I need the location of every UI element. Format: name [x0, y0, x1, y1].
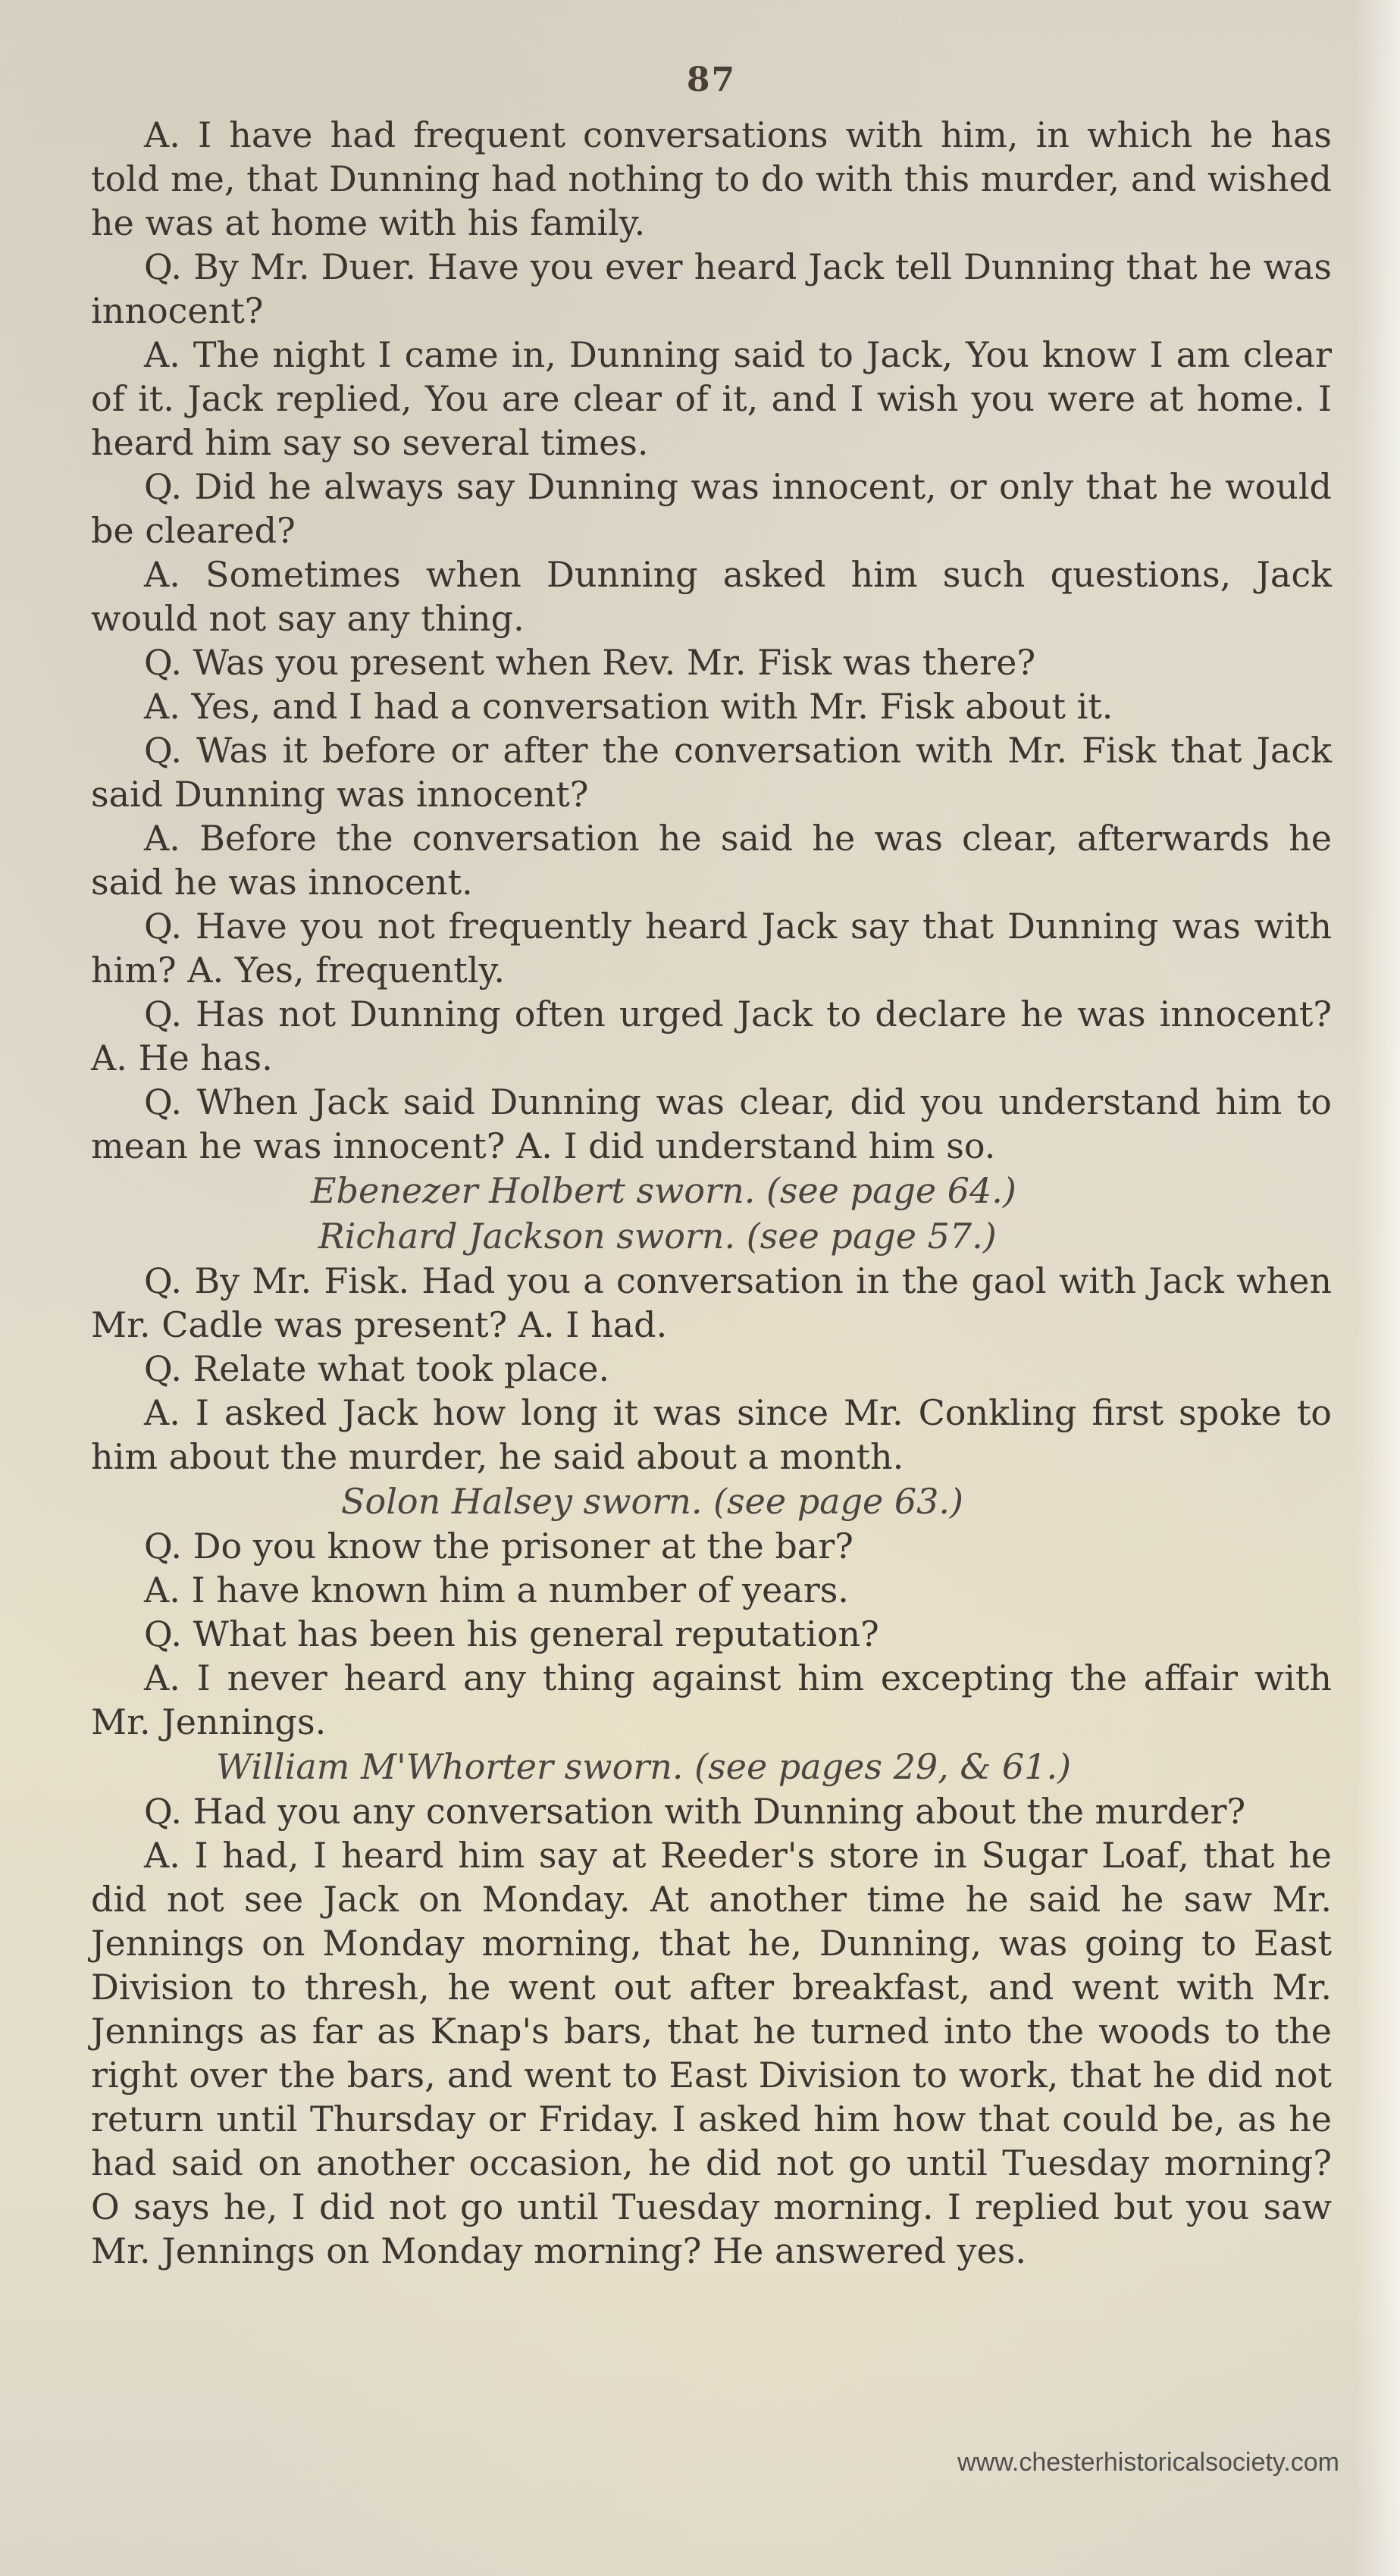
witness-heading: William M'Whorter sworn. (see pages 29, & 61.): [216, 1746, 1072, 1787]
paragraph: Q. Was you present when Rev. Mr. Fisk was there?: [144, 642, 1036, 683]
paragraph: Q. Do you know the prisoner at the bar?: [144, 1526, 853, 1567]
paragraph: A. Yes, and I had a conversation with Mr. Fisk about it.: [144, 686, 1113, 727]
paragraph: Q. Did he always say Dunning was innocent, or only that he would be cleared?: [91, 466, 1332, 551]
paragraph: A. I never heard any thing against him excepting the affair with Mr. Jennings.: [91, 1657, 1332, 1742]
paragraph: A. I have had frequent conversations with him, in which he has told me, that Dunning had nothing to do with this murder, and wished he was at home with his family.: [91, 114, 1332, 243]
witness-heading: Ebenezer Holbert sworn. (see page 64.): [311, 1170, 1016, 1211]
paragraph: A. Sometimes when Dunning asked him such questions, Jack would not say any thing.: [91, 554, 1332, 639]
paragraph: A. I have known him a number of years.: [144, 1570, 849, 1610]
paragraph: Q. Was it before or after the conversation with Mr. Fisk that Jack said Dunning was innocent?: [91, 730, 1332, 815]
page-number: 87: [686, 61, 737, 99]
paragraph: Q. Had you any conversation with Dunning about the murder?: [144, 1791, 1246, 1832]
witness-heading: Solon Halsey sworn. (see page 63.): [341, 1481, 963, 1522]
paragraph: Q. What has been his general reputation?: [144, 1614, 879, 1654]
paragraph: A. I had, I heard him say at Reeder's store in Sugar Loaf, that he did not see Jack on Monday. At another time he said he saw Mr. Jennings on Monday morning, that he, Dunning, was going to East Division to thresh, he went out after breakfast, and went with Mr. Jennings as far as Knap's bars, that he turned into the woods to the right over the bars, and went to East Division to work, that he did not return until Thursday or Friday. I asked him how that could be, as he had said on another occasion, he did not go until Tuesday morning? O says he, I did not go until Tuesday morning. I replied but you saw Mr. Jennings on Monday morning? He answered yes.: [91, 1835, 1332, 2271]
paragraph: Q. By Mr. Fisk. Had you a conversation in the gaol with Jack when Mr. Cadle was present? A. I had.: [91, 1260, 1332, 1345]
paragraph: A. The night I came in, Dunning said to Jack, You know I am clear of it. Jack replied, You are clear of it, and I wish you were at home. I heard him say so several times.: [91, 334, 1332, 463]
paragraph: A. Before the conversation he said he was clear, afterwards he said he was innocent.: [91, 818, 1332, 903]
paragraph: Q. By Mr. Duer. Have you ever heard Jack tell Dunning that he was innocent?: [91, 246, 1332, 331]
paragraph: Q. Have you not frequently heard Jack say that Dunning was with him? A. Yes, frequently.: [91, 906, 1332, 991]
paragraph: A. I asked Jack how long it was since Mr. Conkling first spoke to him about the murder, he said about a month.: [91, 1392, 1332, 1477]
witness-heading: Richard Jackson sworn. (see page 57.): [318, 1216, 997, 1257]
paragraph: Q. Has not Dunning often urged Jack to declare he was innocent? A. He has.: [91, 994, 1332, 1078]
watermark: www.chesterhistoricalsociety.com: [957, 2448, 1339, 2477]
paragraph: Q. Relate what took place.: [144, 1348, 610, 1389]
paragraph: Q. When Jack said Dunning was clear, did you understand him to mean he was innocent? A. I did understand him so.: [91, 1081, 1332, 1166]
